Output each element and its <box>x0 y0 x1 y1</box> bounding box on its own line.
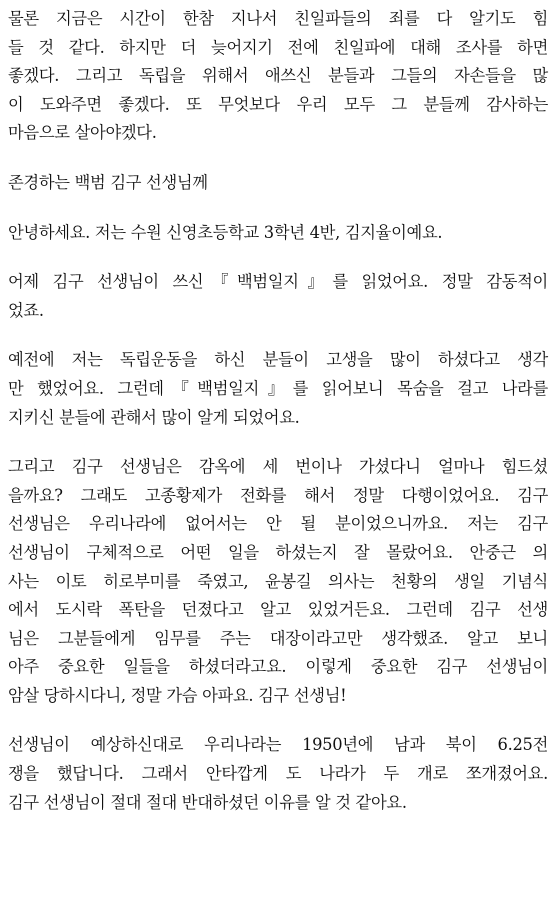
text-line: 예전에 저는 독립운동을 하신 분들이 고생을 많이 하셨다고 생각 <box>8 350 548 370</box>
text-line: 아주 중요한 일들을 하셨더라고요. 이렇게 중요한 김구 선생님이 <box>8 657 548 677</box>
text-line: 에서 도시락 폭탄을 던졌다고 알고 있었거든요. 그런데 김구 선생 <box>8 600 548 620</box>
text-line: 을까요? 그래도 고종황제가 전화를 해서 정말 다행이었어요. 김구 <box>8 485 548 505</box>
text-line: 암살 당하시다니, 정말 가슴 아파요. 김구 선생님! <box>8 685 347 705</box>
text-line: 존경하는 백범 김구 선생님께 <box>8 172 208 192</box>
paragraph-closing-thoughts <box>8 5 548 148</box>
paragraph-reading <box>8 268 548 325</box>
paragraph-kim-gu <box>8 453 548 710</box>
text-line: 었죠. <box>8 300 44 320</box>
text-line: 들 것 같다. 하지만 더 늦어지기 전에 친일파에 대해 조사를 하면 <box>8 37 548 57</box>
text-line: 김구 선생님이 절대 절대 반대하셨던 이유를 알 것 같아요. <box>8 792 407 812</box>
text-line: 좋겠다. 그리고 독립을 위해서 애쓰신 분들과 그들의 자손들을 많 <box>8 66 548 86</box>
text-line: 선생님이 구체적으로 어떤 일을 하셨는지 잘 몰랐어요. 안중근 의 <box>8 542 548 562</box>
text-line: 쟁을 했답니다. 그래서 안타깝게 도 나라가 두 개로 쪼개졌어요. <box>8 764 548 784</box>
text-line: 마음으로 살아야겠다. <box>8 123 157 143</box>
text-line: 이 도와주면 좋겠다. 또 무엇보다 우리 모두 그 분들께 감사하는 <box>8 94 548 114</box>
text-line: 만 했었어요. 그런데『백범일지』를 읽어보니 목숨을 걸고 나라를 <box>8 378 548 398</box>
text-line: 물론 지금은 시간이 한참 지나서 친일파들의 죄를 다 알기도 힘 <box>8 9 548 28</box>
text-line: 안녕하세요. 저는 수원 신영초등학교 3학년 4반, 김지율이예요. <box>8 222 443 242</box>
text-line: 그리고 김구 선생님은 감옥에 세 번이나 가셨다니 얼마나 힘드셨 <box>8 457 548 477</box>
text-line: 지키신 분들에 관해서 많이 알게 되었어요. <box>8 407 300 427</box>
paragraph-before <box>8 346 548 432</box>
paragraph-greeting <box>8 219 548 248</box>
text-line: 선생님이 예상하신대로 우리나라는 1950년에 남과 북이 6.25전 <box>8 735 548 755</box>
text-line: 어제 김구 선생님이 쓰신『백범일지』를 읽었어요. 정말 감동적이 <box>8 272 548 292</box>
text-line: 사는 이토 히로부미를 죽였고, 윤봉길 의사는 천황의 생일 기념식 <box>8 571 548 591</box>
text-line: 선생님은 우리나라에 없어서는 안 될 분이었으니까요. 저는 김구 <box>8 514 548 534</box>
paragraph-korean-war <box>8 731 548 817</box>
text-line: 님은 그분들에게 임무를 주는 대장이라고만 생각했죠. 알고 보니 <box>8 628 548 648</box>
letter-salutation <box>8 169 548 198</box>
